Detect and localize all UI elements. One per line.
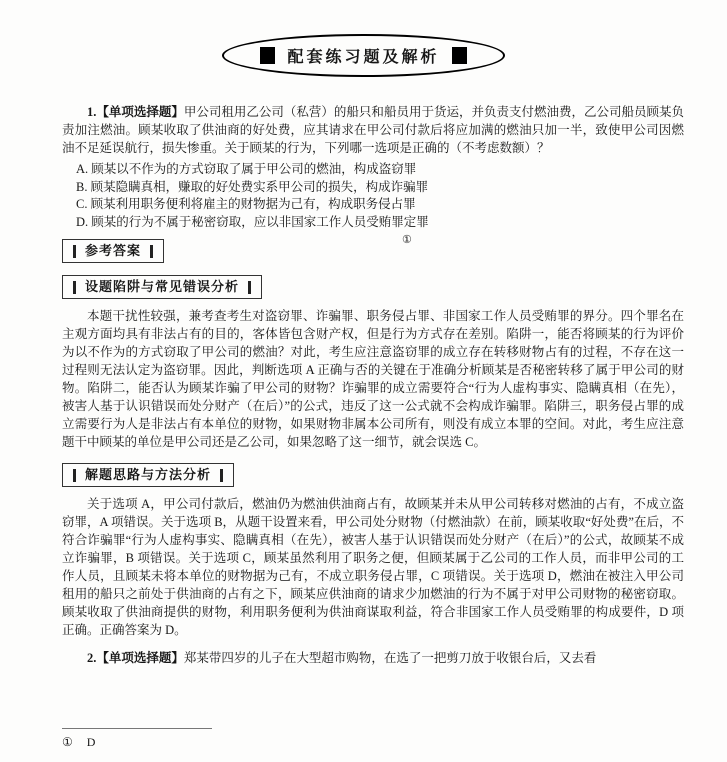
- option-a: A. 顾某以不作为的方式窃取了属于甲公司的燃油，构成盗窃罪: [76, 162, 417, 176]
- question-2-stem: [62, 649, 684, 667]
- reference-answer-heading: [62, 239, 164, 263]
- method-analysis-heading: [62, 463, 234, 487]
- footnote-answer: D: [86, 735, 96, 749]
- question-2-text: 郑某带四岁的儿子在大型超市购物，在选了一把剪刀放于收银台后，又去看: [183, 651, 597, 665]
- question-1-type-label: 1.【单项选择题】: [87, 105, 184, 119]
- heading-bar-icon: [73, 469, 76, 482]
- trap-analysis-heading: [62, 275, 262, 299]
- page-title: 配套练习题及解析: [287, 49, 440, 66]
- reference-answer-label: 参考答案: [85, 243, 142, 258]
- method-analysis-text: 关于选项 A，甲公司付款后，燃油仍为燃油供油商占有，故顾某并未从甲公司转移对燃油的占有，不成立盗窃罪，A 项错误。关于选项 B，从题干设置来看，甲公司处分财物（付燃油款）在前，顾某收取“好处费”在后，不符合诈骗罪“行为人虚构事实、隐瞒真相（在先），被害人基于认识错误而处分财产（在后）”的公式，故顾某不成立诈骗罪，B 项错误。关于选项 C，顾某虽然利用了职务之便，但顾某属于乙公司的工作人员，而非甲公司的工作人员，且顾某未将本单位的财物据为己有，不成立职务侵占罪，C 项错误。关于选项 D，燃油在被注入甲公司租用的船只之前处于供油商的占有之下，顾某应供油商的请求少加燃油的行为不属于对甲公司财物的秘密窃取。顾某收取了供油商提供的财物，利用职务便利为供油商谋取利益，符合非国家工作人员受贿罪的构成要件，D 项正确。正确答案为 D。: [62, 497, 684, 637]
- page-footnote: [62, 728, 212, 750]
- question-1-text: 甲公司租用乙公司（私营）的船只和船员用于货运，并负责支付燃油费，乙公司船员顾某负责加注燃油。顾某收取了供油商的好处费，应其请求在甲公司付款后将应加满的燃油只加一半，致使甲公司因燃油不足延误航行，损失惨重。关于顾某的行为，下列哪一选项是正确的（不考虑数额）？: [62, 105, 684, 155]
- footnote-separator: [62, 728, 212, 729]
- page-header: [0, 0, 727, 77]
- header-left-square-icon: [260, 47, 275, 64]
- question-1-options: [62, 161, 684, 231]
- option-c: C. 顾某利用职务便利将雇主的财物据为己有，构成职务侵占罪: [76, 197, 416, 211]
- question-2-type-label: 2.【单项选择题】: [87, 651, 184, 665]
- heading-bar-icon: [73, 245, 76, 258]
- header-banner: [222, 34, 504, 77]
- heading-bar-icon: [248, 281, 251, 294]
- heading-bar-icon: [220, 469, 223, 482]
- method-analysis-label: 解题思路与方法分析: [85, 467, 212, 482]
- trap-analysis-text: 本题干扰性较强，兼考查考生对盗窃罪、诈骗罪、职务侵占罪、非国家工作人员受贿罪的界分。四个罪名在主观方面均具有非法占有的目的，客体皆包含财产权，但是行为方式存在差别。陷阱一，能否将顾某的行为评价为以不作为的方式窃取了甲公司的燃油？对此，考生应注意盗窃罪的成立存在转移财物占有的过程，不存在这一过程则无法认定为盗窃罪。因此，判断选项 A 正确与否的关键在于准确分析顾某是否秘密转移了属于甲公司的财物。陷阱二，能否认为顾某诈骗了甲公司的财物？诈骗罪的成立需要符合“行为人虚构事实、隐瞒真相（在先），被害人基于认识错误而处分财产（在后）”的公式，违反了这一公式就不会构成诈骗罪。陷阱三，职务侵占罪的成立需要行为人是非法占有本单位的财物，如果财物非属本公司所有，则没有成立本罪的空间。对此，考生应注意题干中顾某的单位是甲公司还是乙公司，如果忽略了这一细节，就会误选 C。: [62, 309, 684, 449]
- footnote-marker: ①: [62, 735, 73, 749]
- option-b: B. 顾某隐瞒真相，赚取的好处费实系甲公司的损失，构成诈骗罪: [76, 179, 429, 194]
- option-d: D. 顾某的行为不属于秘密窃取，应以非国家工作人员受贿罪定罪: [76, 214, 429, 229]
- footnote-reference-mark: ①: [402, 234, 412, 246]
- heading-bar-icon: [150, 245, 153, 258]
- question-1-stem: [62, 103, 684, 157]
- trap-analysis-label: 设题陷阱与常见错误分析: [85, 279, 240, 294]
- page-content: [62, 103, 684, 667]
- reference-answer-row: [62, 234, 684, 263]
- header-right-square-icon: [452, 47, 467, 64]
- heading-bar-icon: [73, 281, 76, 294]
